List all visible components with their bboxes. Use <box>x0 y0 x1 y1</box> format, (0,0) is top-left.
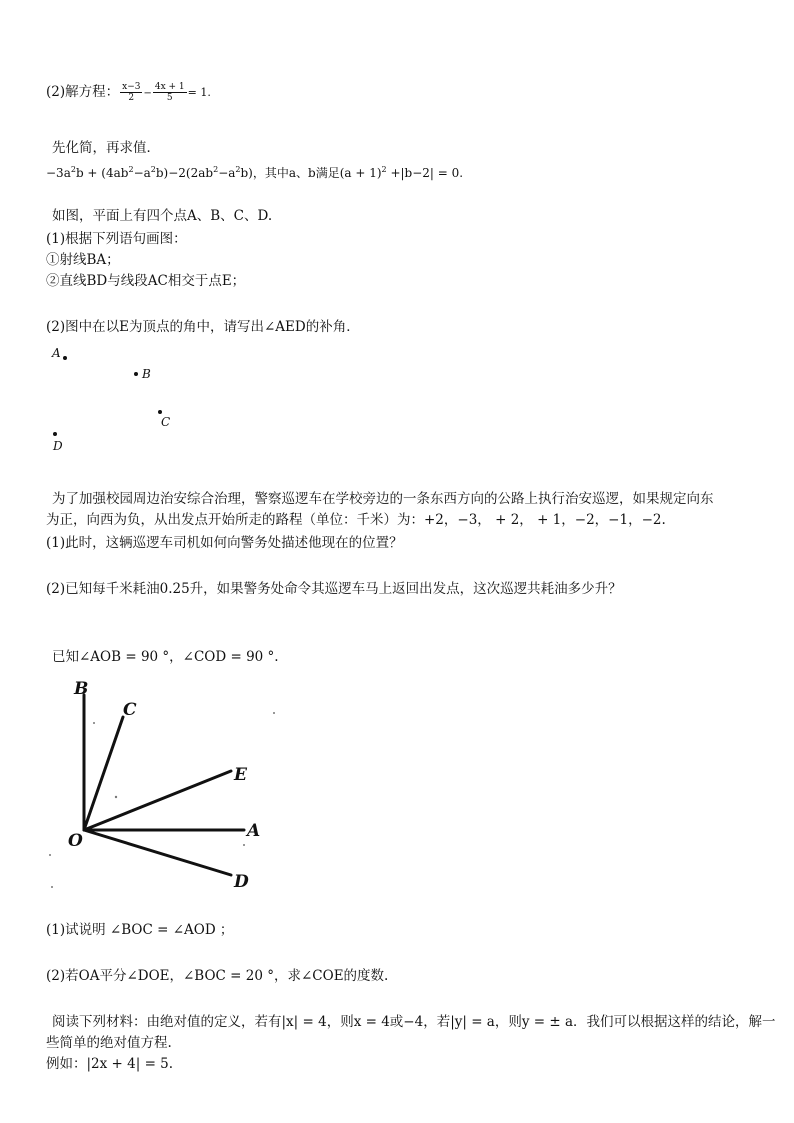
superscript: 2 <box>235 165 241 174</box>
abs-intro-2: 些简单的绝对值方程. <box>46 1035 172 1051</box>
patrol-part1: (1)此时，这辆巡逻车司机如何向警务处描述他现在的位置？ <box>46 535 403 551</box>
fraction-2-denominator: 5 <box>166 93 173 103</box>
simplify-expression <box>46 161 463 182</box>
abs-intro-1: 阅读下列材料：由绝对值的定义，若有|x| = 4，则x = 4或−4，若|y| = a，则y = ± a．我们可以根据这样的结论，解一 <box>52 1014 776 1030</box>
fig-label-d: D <box>234 872 249 892</box>
fraction-1-denominator: 2 <box>128 93 135 103</box>
expr-part: −a <box>133 166 151 180</box>
expr-part: b)−2(2ab <box>155 166 214 180</box>
point-label-a: A <box>52 346 61 360</box>
points-part2: (2)图中在以E为顶点的角中，请写出∠AED的补角． <box>46 319 360 335</box>
point-label-b: B <box>142 367 151 381</box>
solve-equation-line <box>46 82 211 103</box>
ray-oc <box>84 717 123 830</box>
point-a <box>63 356 67 360</box>
noise-dot <box>243 844 245 846</box>
point-label-c: C <box>161 415 171 429</box>
fraction-2-numerator: 4x + 1 <box>154 82 185 92</box>
abs-example: 例如：|2x + 4| = 5. <box>46 1056 174 1072</box>
noise-dot <box>115 796 117 798</box>
expr-part: b + (4ab <box>75 166 129 180</box>
noise-dot <box>51 886 53 888</box>
fig-label-b: B <box>74 679 89 699</box>
fig-label-e: E <box>234 765 247 785</box>
fraction-2 <box>153 82 187 103</box>
points-item2: ②直线BD与线段AC相交于点E； <box>46 273 246 289</box>
points-intro: 如图，平面上有四个点A、B、C、D. <box>52 208 273 224</box>
superscript: 2 <box>213 165 219 174</box>
expr-part: b)，其中a、b满足(a + 1) <box>240 166 382 180</box>
points-item1: ①射线BA； <box>46 252 120 268</box>
patrol-intro-1: 为了加强校园周边治安综合治理，警察巡逻车在学校旁边的一条东西方向的公路上执行治安巡逻，如果规定向东 <box>52 491 714 507</box>
angles-part2: (2)若OA平分∠DOE，∠BOC = 20 °，求∠COE的度数. <box>46 968 389 984</box>
superscript: 2 <box>128 165 134 174</box>
expr-part: −a <box>218 166 236 180</box>
superscript: 2 <box>70 165 76 174</box>
minus-sign: − <box>143 88 152 99</box>
point-d <box>53 432 57 436</box>
points-part1: (1)根据下列语句画图： <box>46 231 187 247</box>
noise-dot <box>93 722 95 724</box>
expr-part: +|b−2| = 0. <box>386 166 464 180</box>
fig-label-c: C <box>123 700 137 720</box>
ray-oe <box>84 771 231 830</box>
patrol-part2: (2)已知每千米耗油0.25升，如果警务处命令其巡逻车马上返回出发点，这次巡逻共耗油多少升？ <box>46 581 622 597</box>
point-label-d: D <box>53 439 63 453</box>
equation-rhs: = 1. <box>187 86 211 99</box>
simplify-intro: 先化简，再求值． <box>52 140 160 156</box>
angles-intro: 已知∠AOB = 90 °，∠COD = 90 °. <box>52 649 279 665</box>
point-c <box>158 410 162 414</box>
angle-figure <box>46 675 286 900</box>
angles-part1: (1)试说明 ∠BOC = ∠AOD ； <box>46 922 234 938</box>
noise-dot <box>49 854 51 856</box>
fraction-1-numerator: x−3 <box>122 82 141 92</box>
solve-label: (2)解方程： <box>46 84 120 100</box>
superscript: 2 <box>150 165 156 174</box>
superscript: 2 <box>381 165 387 174</box>
patrol-intro-2: 为正，向西为负，从出发点开始所走的路程（单位：千米）为：+2，−3， + 2， + 1，−2，−1，−2. <box>46 512 666 528</box>
fig-label-a: A <box>247 821 261 841</box>
fig-label-o: O <box>68 831 83 851</box>
noise-dot <box>273 712 275 714</box>
expr-part: −3a <box>46 166 71 180</box>
ray-od <box>84 830 231 875</box>
fraction-1 <box>120 82 142 103</box>
point-b <box>134 372 138 376</box>
